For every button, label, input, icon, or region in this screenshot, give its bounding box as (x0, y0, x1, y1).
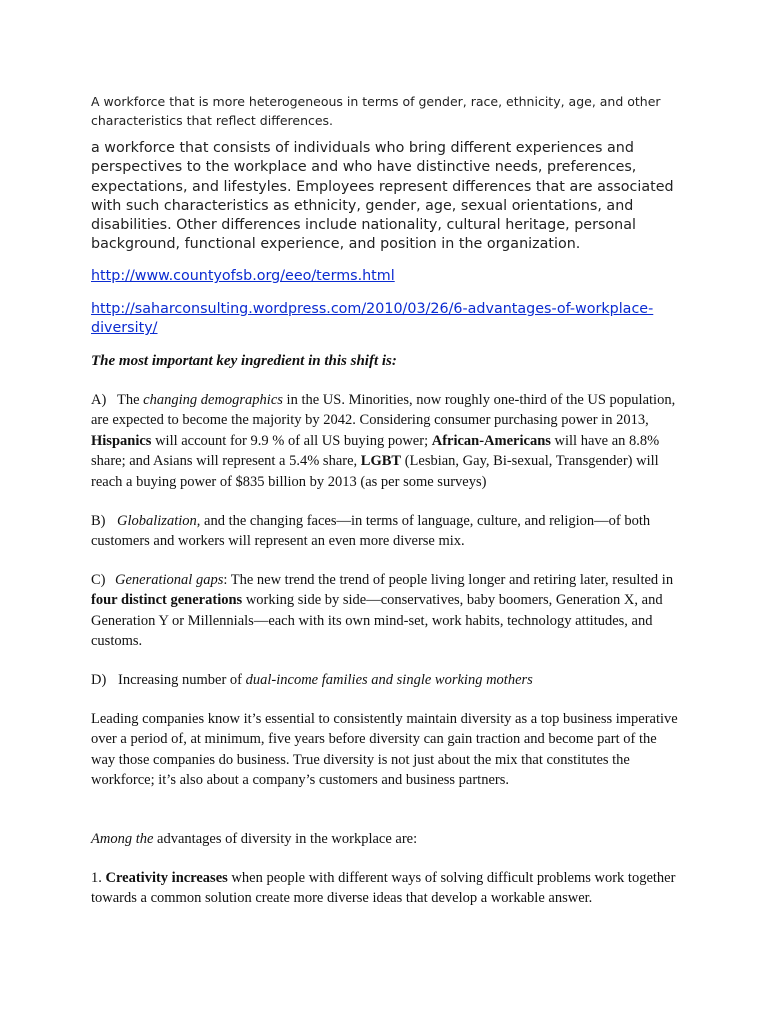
text-run: : The new trend the trend of people living longer and retiring later, resulted in (223, 572, 674, 588)
text-run: will account for 9.9 % of all US buying power; (151, 432, 432, 449)
section-heading: The most important key ingredient in this shift is: (91, 353, 397, 369)
bold-text: African-Americans (431, 432, 551, 449)
link-countyofsb[interactable]: http://www.countyofsb.org/eeo/terms.html (91, 268, 395, 284)
text-run: (Lesbian, Gay, Bi-sexual, Transgender) will reach a buying power of $835 billion by 2013 (as per some surveys) (91, 453, 659, 490)
text-run: advantages of diversity in the workplace are: (153, 831, 418, 847)
list-item-a (91, 390, 681, 492)
advantage-item-1 (91, 868, 681, 909)
bold-text: Creativity increases (105, 870, 228, 886)
bold-text: LGBT (360, 453, 402, 470)
list-label: A) (91, 392, 107, 408)
emphasis-text: changing demographics (143, 392, 283, 408)
emphasis-text: dual-income families and single working mothers (245, 672, 533, 688)
leading-companies-paragraph: Leading companies know it’s essential to consistently maintain diversity as a top business imperative over a period of, at minimum, five years before diversity can gain traction and become part of the way those companies do business. True diversity is not just about the mix that constitutes the workforce; it’s also about a company’s customers and business partners. (91, 711, 678, 789)
list-label: 1. (91, 870, 106, 886)
text-run: when people with different ways of solving difficult problems work together towards a common solution create more diverse ideas that develop a workable answer. (91, 870, 676, 907)
emphasis-text: Globalization (117, 513, 197, 529)
text-run: working side by side—conservatives, baby boomers, Generation X, and Generation Y or Millennials—each with its own mind-set, work habits, technology attitudes, and customs. (91, 592, 663, 650)
definition-paragraph-1: A workforce that is more heterogeneous in terms of gender, race, ethnicity, age, and other characteristics that reflect differences. (91, 94, 661, 128)
bold-text: four distinct generations (91, 592, 243, 609)
list-label: D) (91, 672, 107, 688)
text-run: , and the changing faces—in terms of language, culture, and religion—of both customers and workers will represent an even more diverse mix. (91, 513, 651, 550)
text-run: The (117, 392, 144, 408)
bold-text: Hispanics (91, 432, 152, 449)
text-run: Increasing number of (118, 672, 246, 688)
list-label: B) (91, 513, 106, 529)
list-label: C) (91, 572, 106, 588)
text-run: in the US. Minorities, now roughly one-third of the US population, are expected to become the majority by 2042. Considering consumer purchasing power in 2013, (91, 392, 676, 429)
advantages-intro (91, 829, 681, 849)
list-item-d (91, 670, 681, 690)
list-item-c (91, 570, 681, 652)
definition-paragraph-2: a workforce that consists of individuals who bring different experiences and perspectives to the workplace and who have distinctive needs, preferences, expectations, and lifestyles. Employees represent differences that are associated with such characteristics as ethnicity, gender, age, sexual orientations, and disabilities. Other differences include nationality, cultural heritage, personal background, functional experience, and position in the organization. (91, 140, 674, 253)
list-item-b (91, 511, 681, 552)
link-saharconsulting[interactable]: http://saharconsulting.wordpress.com/2010/03/26/6-advantages-of-workplace-diversity/ (91, 301, 654, 336)
emphasis-text: Generational gaps (115, 572, 224, 588)
text-run: will have an 8.8% share; and Asians will represent a 5.4% share, (91, 432, 660, 470)
emphasis-text: Among the (91, 831, 154, 847)
